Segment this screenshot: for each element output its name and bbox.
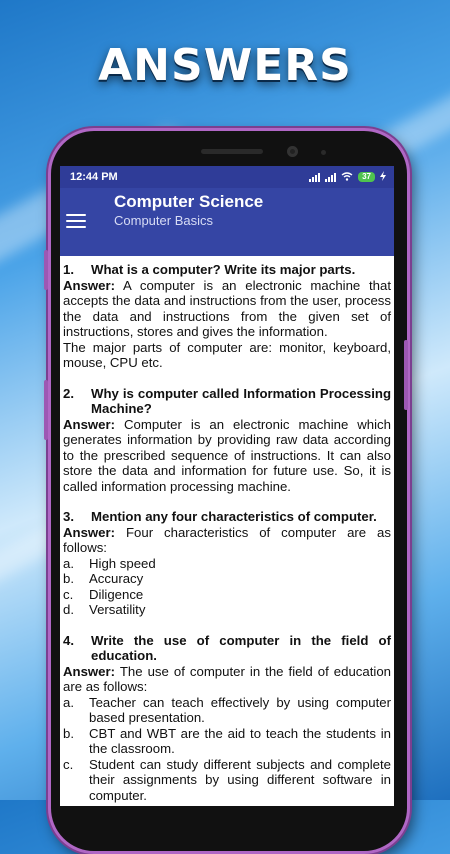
list-item: b. Accuracy [63,571,144,586]
question-heading: 2. Why is computer called Information Processing Machine? [63,385,391,416]
status-time: 12:44 PM [70,171,118,183]
sensor-icon [321,150,326,155]
list-item: a. High speed [63,555,156,571]
answer-text: Answer: The use of computer in the field of education are as follows: [63,663,391,694]
list-item: d. Versatility [63,602,146,617]
signal-icon [309,173,320,182]
app-subtitle: Computer Basics [114,213,213,228]
volume-button [44,380,48,440]
volume-button [44,250,48,290]
question-heading: 4. Write the use of computer in the field of education. [63,632,391,663]
signal-icon [325,173,336,182]
answer-text: Answer: Four characteristics of computer are as follows: [63,524,391,555]
question-heading: 3. Mention any four characteristics of computer. [63,509,377,524]
phone-screen [60,166,394,806]
list-item: b. CBT and WBT are the aid to teach the students in the classroom. [63,725,391,756]
question-heading: 1. What is a computer? Write its major parts. [63,262,356,277]
power-button [404,340,408,410]
wifi-icon [341,172,353,183]
app-title: Computer Science [114,192,264,211]
status-icons [309,171,386,183]
promo-headline: ANSWERS [98,40,352,91]
answer-text: Answer: A computer is an electronic machine that accepts the data and instructions from the user, process the data and instructions from the given set of instructions, stores and gives the information. [63,277,391,339]
charging-icon [380,171,386,183]
list-item: a. Teacher can teach effectively by using computer based presentation. [63,694,391,725]
menu-icon[interactable] [66,214,86,228]
answer-extra: The major parts of computer are: monitor, keyboard, mouse, CPU etc. [63,339,391,370]
status-bar [60,166,394,188]
battery-icon: 37 [358,172,375,182]
app-bar [60,188,394,256]
answer-text: Answer: Computer is an electronic machine which generates information by providing raw data according to the prescribed sequence of instructions. It can also store the data and information for future use. So, it is called information processing machine. [63,416,391,494]
answers-content [60,256,394,803]
list-item: c. Diligence [63,586,144,602]
camera-icon [287,146,298,157]
phone-speaker [201,149,263,154]
list-item: c. Student can study different subjects and complete their assignments by using different software in computer. [63,756,391,803]
